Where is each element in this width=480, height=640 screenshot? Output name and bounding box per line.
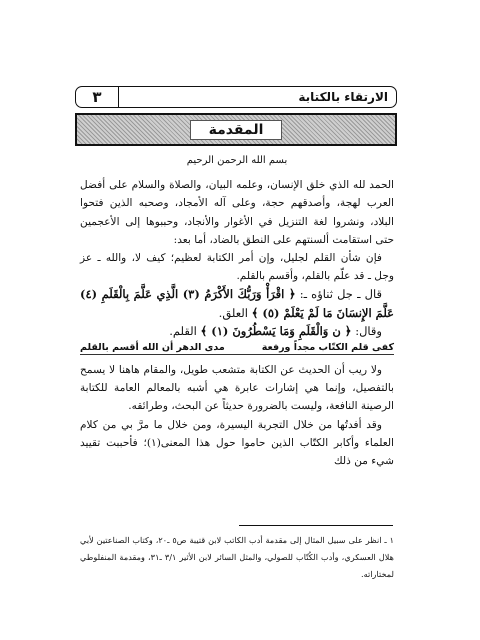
- footnote-separator: [239, 525, 393, 526]
- paragraph-2: فإن شأن القلم لجليل، وإن أمر الكتابة لعظيم؛ كيف لا، والله ـ عز وجل ـ قد علّم بالقلم، وأقسم بالقلم.: [80, 252, 394, 283]
- verse-intro-1: قال ـ جل ثناؤه ـ:: [299, 287, 382, 302]
- chapter-heading-box: [75, 113, 397, 146]
- quran-verse-1: ﴿ اقْرَأْ وَرَبُّكَ الأَكْرَمُ (٣) الَّذِي عَلَّمَ بِالْقَلَمِ (٤) عَلَّمَ الإِنسَانَ مَا لَمْ يَعْلَمْ (٥) ﴾: [80, 287, 394, 320]
- poem-verse: [80, 342, 394, 355]
- page-header: [75, 86, 397, 108]
- paragraph-6: وقد أفدتُها من خلال التجربة اليسيرة، ومن خلال ما مرَّ بي من كلام العلماء وأكابر الكتّاب الذين حاموا حول هذا المعنى(١)؛ فأحببت تقييد شيء من ذلك: [80, 418, 394, 468]
- page-number: ٣: [76, 87, 119, 107]
- running-title: الارتقاء بالكتابة: [298, 90, 388, 104]
- paragraph-5: ولا ريب أن الحديث عن الكتابة متشعب طويل، والمقام هاهنا لا يسمح بالتفصيل، وإنما هي إشارات عابرة هي أشبه بالمعالم العامة للكتابة الرصينة النافعة، وليست بالضرورة حديثاً عن البحث، وطرائقه.: [80, 364, 394, 413]
- footnote-1: ١ ـ انظر على سبيل المثال إلى مقدمة أدب الكاتب لابن قتيبة ص٥ ـ٢٠، وكتاب الصناعتين لأبي هلال العسكري، وأدب الكُتّاب للصولي، والمثل السائر لابن الأثير ٣/١ ـ٣١، ومقدمة المنفلوطي لمختاراته.: [80, 535, 394, 579]
- body-text: [80, 152, 394, 470]
- basmala: بسم الله الرحمن الرحيم: [186, 155, 288, 166]
- poem-first-hemistich: كفى قلم الكتّاب مجداً ورفعة: [261, 342, 394, 354]
- poem-second-hemistich: مدى الدهر أن الله أقسم بالقلم: [80, 342, 225, 354]
- sura-name-2: القلم.: [169, 323, 197, 338]
- paragraph-1: الحمد لله الذي خلق الإنسان، وعلمه البيان، والصلاة والسلام على أفضل العرب لهجة، وأصدقهم حجة، وعلى آله الأمجاد، وصحبه الذين فتحوا البلاد، ونشروا لغة التنزيل في الأغوار والأنجاد، وحببوها إلى الأعجمين حتى استقامت ألسنتهم على النطق بالضاد، أما بعد:: [80, 179, 394, 246]
- paragraph-4: [80, 322, 394, 340]
- footnotes: [80, 532, 394, 583]
- paragraph-3: [80, 285, 394, 321]
- sura-name-1: العلق.: [218, 305, 248, 320]
- verse-intro-2: وقال:: [355, 323, 382, 338]
- chapter-title: المقدمة: [190, 120, 283, 140]
- quran-verse-2: ﴿ ن وَالْقَلَمِ وَمَا يَسْطُرُونَ (١) ﴾: [200, 323, 352, 338]
